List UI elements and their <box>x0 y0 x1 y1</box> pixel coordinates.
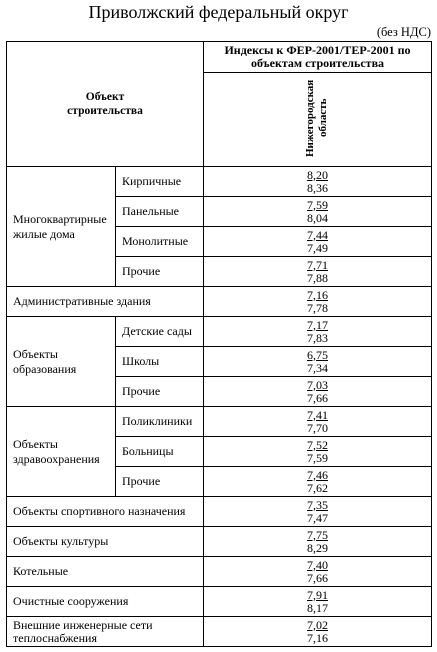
vat-note: (без НДС) <box>376 25 431 39</box>
value-2001: 7,46 <box>307 467 329 482</box>
table-row <box>7 497 432 527</box>
value-current: 7,83 <box>307 330 329 345</box>
value-current: 7,88 <box>307 270 329 285</box>
value-current: 8,17 <box>307 600 329 615</box>
value-2001: 7,03 <box>307 377 329 392</box>
table-row <box>7 557 432 587</box>
value-cell <box>204 467 432 497</box>
value-2001: 7,41 <box>307 407 329 422</box>
value-cell <box>204 347 432 377</box>
group-label: Административные здания <box>7 287 204 317</box>
value-current: 7,47 <box>307 510 329 525</box>
value-cell <box>204 407 432 437</box>
value-cell <box>204 287 432 317</box>
value-current: 7,70 <box>307 420 329 435</box>
value-2001: 7,91 <box>307 587 329 602</box>
value-2001: 7,71 <box>307 257 329 272</box>
item-label: Кирпичные <box>116 167 204 197</box>
value-2001: 6,75 <box>307 347 329 362</box>
item-label: Больницы <box>116 437 204 467</box>
group-label: Очистные сооружения <box>7 587 204 617</box>
value-cell <box>204 377 432 407</box>
item-label: Монолитные <box>116 227 204 257</box>
group-label: Многоквартирные жилые дома <box>7 167 116 287</box>
value-2001: 8,20 <box>307 167 329 182</box>
value-2001: 7,02 <box>307 617 329 632</box>
value-current: 8,04 <box>307 210 329 225</box>
table-row <box>7 167 432 197</box>
value-cell <box>204 197 432 227</box>
index-table <box>6 41 432 647</box>
table-row <box>7 317 432 347</box>
value-cell <box>204 437 432 467</box>
value-2001: 7,35 <box>307 497 329 512</box>
value-current: 7,62 <box>307 480 329 495</box>
value-cell <box>204 317 432 347</box>
page-title: Приволжский федеральный округ <box>88 2 349 22</box>
header-index: Индексы к ФЕР-2001/ТЕР-2001 по объектам строительства <box>204 42 432 73</box>
table-row <box>7 287 432 317</box>
value-current: 8,29 <box>307 540 329 555</box>
value-current: 7,59 <box>307 450 329 465</box>
header-region-cell <box>204 73 432 167</box>
value-current: 7,49 <box>307 240 329 255</box>
value-cell <box>204 587 432 617</box>
group-label: Объекты образования <box>7 317 116 407</box>
group-label: Объекты спортивного назначения <box>7 497 204 527</box>
item-label: Детские сады <box>116 317 204 347</box>
value-cell <box>204 227 432 257</box>
group-label: Внешние инженерные сети теплоснабжения <box>7 617 204 647</box>
header-object: Объект строительства <box>7 42 204 167</box>
value-cell <box>204 527 432 557</box>
table-row <box>7 527 432 557</box>
table-row <box>7 617 432 647</box>
value-cell <box>204 617 432 647</box>
table-row <box>7 587 432 617</box>
value-cell <box>204 167 432 197</box>
group-label: Объекты здравоохранения <box>7 407 116 497</box>
value-current: 7,78 <box>307 300 329 315</box>
value-cell <box>204 257 432 287</box>
value-current: 7,34 <box>307 360 329 375</box>
value-2001: 7,16 <box>307 287 329 302</box>
value-current: 7,66 <box>307 390 329 405</box>
item-label: Прочие <box>116 257 204 287</box>
value-2001: 7,75 <box>307 527 329 542</box>
item-label: Школы <box>116 347 204 377</box>
item-label: Панельные <box>116 197 204 227</box>
value-2001: 7,40 <box>307 557 329 572</box>
group-label: Котельные <box>7 557 204 587</box>
item-label: Прочие <box>116 467 204 497</box>
value-2001: 7,44 <box>307 227 329 242</box>
value-cell <box>204 557 432 587</box>
value-current: 8,36 <box>307 180 329 195</box>
value-2001: 7,17 <box>307 317 329 332</box>
value-2001: 7,52 <box>307 437 329 452</box>
value-cell <box>204 497 432 527</box>
header-region: Нижегородская область <box>303 78 329 157</box>
value-current: 7,66 <box>307 570 329 585</box>
value-2001: 7,59 <box>307 197 329 212</box>
item-label: Поликлиники <box>116 407 204 437</box>
table-row <box>7 407 432 437</box>
value-current: 7,16 <box>307 630 329 645</box>
group-label: Объекты культуры <box>7 527 204 557</box>
item-label: Прочие <box>116 377 204 407</box>
